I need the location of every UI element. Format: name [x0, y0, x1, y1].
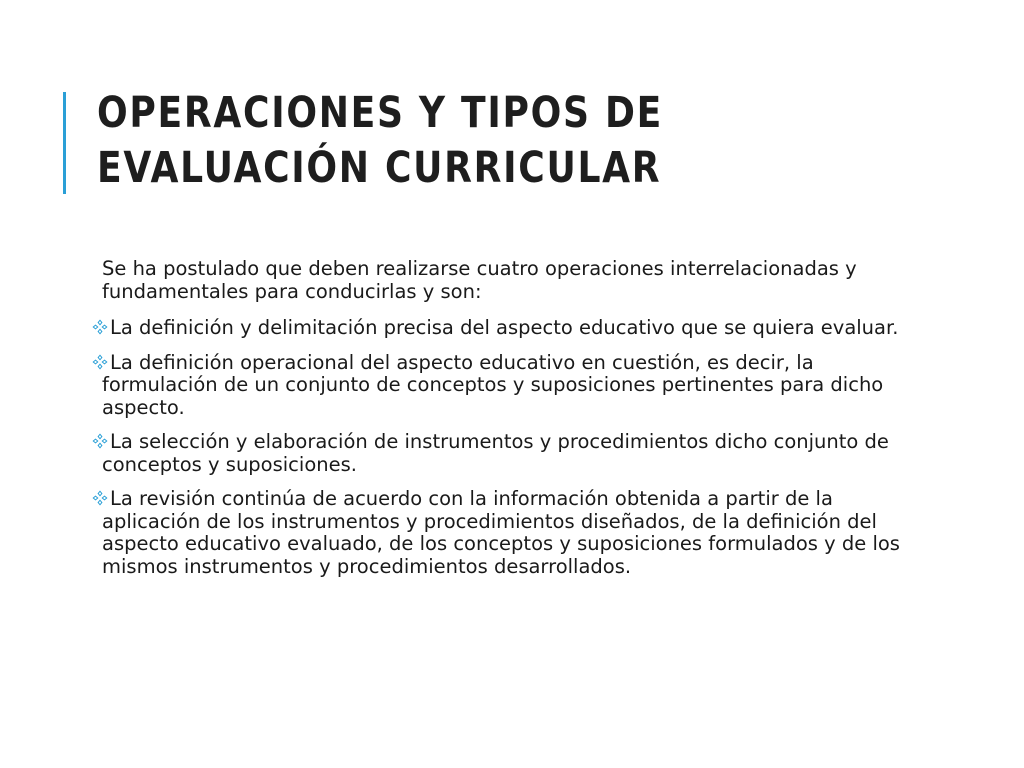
intro-paragraph: Se ha postulado que deben realizarse cuatro operaciones interrelacionadas y fundamentales para conducirlas y son:: [102, 257, 857, 303]
four-diamond-icon: [92, 490, 108, 506]
bullet-list: [92, 317, 922, 578]
bullet-item-4: [92, 488, 922, 578]
bullet-text-1: La definición y delimitación precisa del aspecto educativo que se quiera evaluar.: [110, 316, 899, 339]
slide-body: [92, 258, 922, 590]
slide-title-line-2: EVALUACIÓN CURRICULAR: [97, 143, 662, 193]
bullet-text-4: La revisión continúa de acuerdo con la información obtenida a partir de la aplicación de los instrumentos y procedimientos diseñados, de la definición del aspecto educativo evaluado, de los conceptos y suposiciones formulados y de los mismos instrumentos y procedimientos desarrollados.: [102, 487, 900, 578]
four-diamond-icon: [92, 319, 108, 335]
four-diamond-icon: [92, 433, 108, 449]
bullet-item-2: [92, 352, 922, 420]
title-accent-bar: [63, 92, 66, 194]
bullet-text-3: La selección y elaboración de instrumentos y procedimientos dicho conjunto de conceptos y suposiciones.: [102, 430, 889, 476]
bullet-item-3: [92, 431, 922, 476]
bullet-text-2: La definición operacional del aspecto educativo en cuestión, es decir, la formulación de un conjunto de conceptos y suposiciones pertinentes para dicho aspecto.: [102, 350, 884, 419]
slide-title-line-1: OPERACIONES Y TIPOS DE: [97, 88, 663, 138]
four-diamond-icon: [92, 354, 108, 370]
slide-title: [97, 86, 836, 196]
bullet-item-1: [92, 317, 922, 340]
